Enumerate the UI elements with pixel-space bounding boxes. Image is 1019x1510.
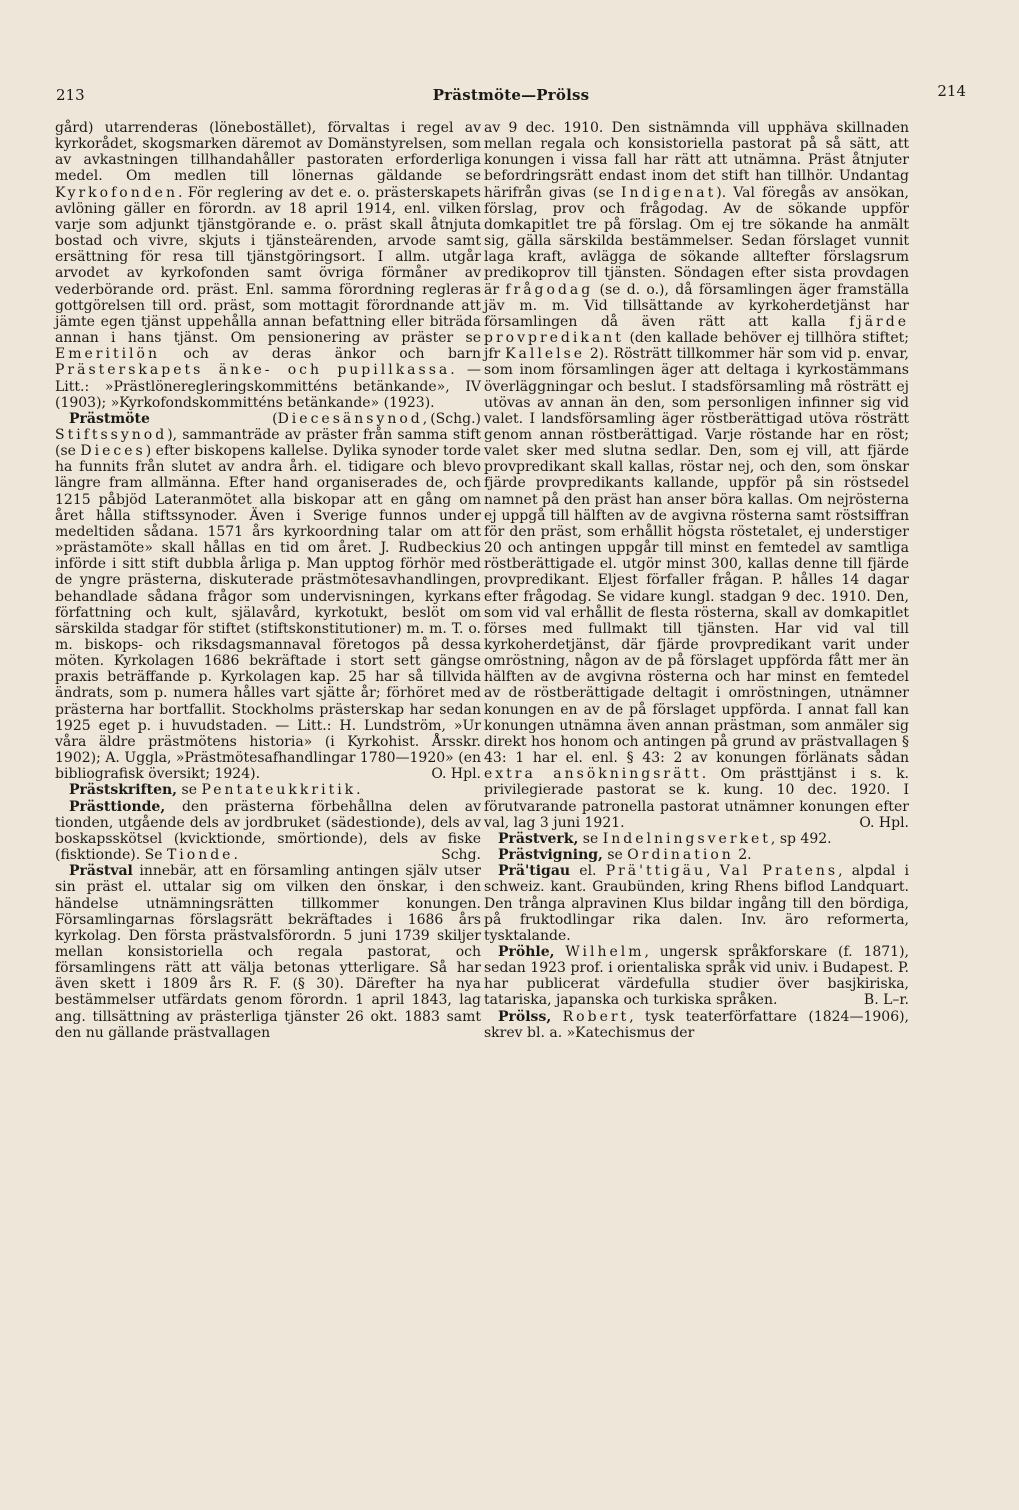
running-title: Prästmöte—Prölss xyxy=(432,86,590,104)
cross-reference: Prä'ttigäu xyxy=(605,863,707,880)
text-run xyxy=(551,1009,562,1025)
paragraph xyxy=(484,863,909,944)
text-run: . — Litt.: »Prästlöneregleringskommitténs betänkande», IV (1903); »Kyrkofondskommitténs betänkande» (1923). xyxy=(55,362,481,411)
paragraph xyxy=(55,863,481,1041)
text-run: , xyxy=(706,863,720,880)
text-run: (se d. o.), då församlingen äger framställa jäv m. m. Vid tillsättande av kyrkoherdetjänst har församlingen då även rätt att kalla xyxy=(484,281,909,330)
text-run xyxy=(555,944,566,960)
cross-reference: Kyrkofonden xyxy=(55,184,178,201)
text-run: . xyxy=(356,782,361,799)
text-run: se xyxy=(578,830,603,847)
text-run: . xyxy=(233,847,238,864)
text-run: , ungersk språkforskare (f. 1871), sedan 1923 prof. i orientaliska språk vid univ. i Budapest. P. har publicerat värdefulla studier över basjkiriska, tatariska, japanska och turkiska språken. xyxy=(484,943,909,1009)
cross-reference: Diecesänsynod, Stiftssynod xyxy=(55,410,431,443)
cross-reference: extra ansökningsrätt xyxy=(484,766,702,783)
text-run: el. xyxy=(570,863,606,880)
cross-reference: Indelningsverket xyxy=(602,830,771,847)
entry-headword: Prästvigning, xyxy=(498,847,603,864)
cross-reference: Tionde xyxy=(166,847,234,864)
text-run: se xyxy=(177,782,202,799)
author-signature: (Schg.) xyxy=(430,410,481,427)
paragraph xyxy=(55,411,481,783)
text-run: 2. xyxy=(733,847,752,864)
text-run: innebär, att en församling antingen själv utser sin präst el. uttalar sig om vilken den önskar, i den händelse utnämningsrätten tillkommer konungen. Församlingarnas förslagsrätt bekräftades i 1686 års kyrkolag. Den första prästvalsförordn. 5 juni 1739 skiljer mellan konsistoriella och regala pastorat, och församlingens rätt att välja betonas ytterligare. Så har även skett i 1809 års R. F. (§ 30). Därefter ha nya bestämmelser utfärdats genom förordn. 1 april 1843, lag ang. tillsättning av prästerliga tjänster 26 okt. 1883 samt den nu gällande prästvallagen xyxy=(55,863,481,1041)
paragraph xyxy=(55,782,481,798)
text-run: den prästerna förbehållna delen av tionden, utgående dels av jordbruket (sädestionde), dels av boskapsskötsel (kvicktionde, smörtionde), dels av fiske (fisktionde). Se xyxy=(55,798,481,864)
entry-headword: Prä'tigau xyxy=(498,863,571,880)
entry-headword: Pröhle, xyxy=(498,943,555,960)
cross-reference: fjärde provpredikant xyxy=(484,313,909,347)
left-page-number: 213 xyxy=(56,86,85,104)
text-run: av 9 dec. 1910. Den sistnämnda vill upphäva skillnaden mellan regala och konsistoriella pastorat på så sätt, att konungen i vissa fall har rätt att utnämna. Präst åtnjuter befordringsrätt endast inom det stift han tillhör. Undantag härifrån givas (se xyxy=(484,120,909,201)
cross-reference: Robert xyxy=(562,1008,630,1025)
author-signature: O. Hpl. xyxy=(859,814,909,831)
left-column xyxy=(55,120,481,1041)
cross-reference: Ordination xyxy=(627,847,734,864)
cross-reference: Kallelse xyxy=(505,346,586,363)
entry-headword: Prästskriften, xyxy=(69,782,178,799)
text-run: gård) utarrenderas (lönebostället), förvaltas i regel av kyrkorådet, skogsmarken däremot av Domänstyrelsen, som av avkastningen tillhandahåller pastoraten erforderliga medel. Om medlen till lönernas gäldande se xyxy=(55,120,481,185)
entry-headword: Prästmöte xyxy=(69,410,150,427)
paragraph xyxy=(484,831,909,847)
cross-reference: Val Pratens xyxy=(719,863,839,880)
text-run: . För reglering av det e. o. prästerskapets avlöning gäller en förordn. av 18 april 1914, enl. vilken varje som adjunkt tjänstgörande e. o. präst skall åtnjuta bostad och vivre, skjuts i tjänsteärenden, arvode samt ersättning för resa till tjänstgöringsort. I allm. utgår arvodet av kyrkofonden samt övriga förmåner av vederbörande ord. präst. Enl. samma förordning regleras gottgörelsen till ord. präst, som mottagit förordnande att jämte egen tjänst uppehålla annan befattning eller biträda annan i hans tjänst. Om pensionering av präster se xyxy=(55,184,481,347)
entry-headword: Prölss, xyxy=(498,1008,552,1025)
cross-reference: Pentateukkritik xyxy=(201,782,357,799)
text-run: , sp 492. xyxy=(770,830,832,847)
text-run: ). Val föregås av ansökan, förslag, prov och frågodag. Av de sökande uppför domkapitlet tre på förslag. Om ej tre sökande ha anmält sig, gälla särskilda bestämmelser. Sedan förslaget vunnit laga kraft, avlägga de sökande alltefter förslagsrum predikoprov till tjänsten. Söndagen efter sista provdagen är xyxy=(484,184,909,298)
text-run: , tysk teaterförfattare (1824—1906), skrev bl. a. »Katechismus der xyxy=(484,1008,910,1041)
author-signature: O. Hpl. xyxy=(431,766,481,783)
text-run: ( xyxy=(149,410,278,427)
cross-reference: Emeritilön xyxy=(55,346,160,363)
paragraph xyxy=(484,847,909,863)
text-run: och av deras änkor och barn xyxy=(159,346,481,363)
cross-reference: Indigenat xyxy=(621,184,717,201)
text-run: ) efter biskopens kallelse. Dylika synoder torde ha funnits från slutet av andra årh. el. tidigare och blevo längre fram allmänna. Efter hand organiserades de, och 1215 påbjöd Lateranmötet alla biskopar att en gång om året hålla stiftssynoder. Även i Sverige funnos under medeltiden sådana. 1571 års kyrkoordning talar om att »prästamöte» skall hållas en tid om året. J. Rudbeckius införde i sitt stift dubbla årliga p. Man upptog förhör med de yngre prästerna, diskuterade prästmötesavhandlingen, behandlade sådana frågor som undervisningen, kyrkans författning och kult, själavård, kyrkotukt, beslöt om särskilda stadgar för stiftet (stiftskonstitutioner) m. m. T. o. m. biskops- och riksdagsmannaval företogos på dessa möten. Kyrkolagen 1686 bekräftade i stort sett gängse praxis beträffande p. Kyrkolagen kap. 25 har så tillvida ändrats, som p. numera hålles vart sjätte år; förhöret med prästerna har bortfallit. Stockholms prästerskap har sedan 1925 eget p. i huvudstaden. — Litt.: H. Lundström, »Ur våra äldre prästmötens historia» (i Kyrkohist. Årsskr. 1902); A. Uggla, »Prästmötesafhandlingar 1780—1920» (en bibliografisk översikt; 1924). xyxy=(55,443,481,783)
text-run: (den kallade behöver ej tillhöra stiftet; jfr xyxy=(484,330,909,363)
text-run: . Om prästtjänst i s. k. privilegierade pastorat se k. kung. 10 dec. 1920. I förutvarande patronella pastorat utnämner konungen efter val, lag 3 juni 1921. xyxy=(484,766,909,831)
cross-reference: Prästerskapets änke- och pupillkassa xyxy=(55,362,451,379)
entry-headword: Prästtionde, xyxy=(69,798,166,815)
author-signature: Schg. xyxy=(441,847,481,864)
cross-reference: frågodag xyxy=(505,281,594,298)
paragraph xyxy=(484,1009,909,1041)
author-signature: B. L–r. xyxy=(863,992,909,1009)
cross-reference: Dieces xyxy=(80,443,146,460)
text-run: ), sammanträde av präster från samma stift (se xyxy=(55,426,481,460)
paragraph xyxy=(484,944,909,1009)
text-run: se xyxy=(602,847,628,864)
right-column xyxy=(484,120,909,1041)
page-header xyxy=(56,80,966,108)
cross-reference: Wilhelm xyxy=(565,943,645,960)
text-run: 2). Rösträtt tillkommer här som vid p. envar, som inom församlingen äger att deltaga i kyrkostämmans överläggningar och beslut. I stadsförsamling må rösträtt ej utövas av annan än den, som personligen infinner sig vid valet. I landsförsamling äger röstberättigad utöva rösträtt genom annan röstberättigad. Varje röstande har en röst; valet sker med slutna sedlar. Den, som ej vill, att fjärde provpredikant skall kallas, röstar nej, och den, som önskar fjärde provpredikants kallande, uppför på sin röstsedel namnet på den präst han anser böra kallas. Om nejrösterna ej uppgå till hälften av de avgivna rösterna samt röstsiffran för den präst, som erhållit högsta röstetalet, ej understiger 20 och antingen uppgår till minst en femtedel av samtliga röstberättigade el. utgör minst 300, kallas denne till fjärde provpredikant. Eljest förfaller frågan. P. hålles 14 dagar efter frågodag. Se vidare kungl. stadgan 9 dec. 1910. Den, som vid val erhållit de flesta rösterna, skall av domkapitlet förses med fullmakt till tjänsten. Har vid val till kyrkoherdetjänst, där fjärde provpredikant varit under omröstning, någon av de på förslaget uppförda fått mer än hälften av de avgivna rösterna och har minst en femtedel av de röstberättigade deltagit i omröstningen, utnämner konungen en av de på förslaget uppförda. I annat fall kan konungen utnämna även annan prästman, som anmäler sig direkt hos honom och antingen på grund av prästvallagen § 43: 1 har el. enl. § 43: 2 av konungen förlänats sådan xyxy=(484,346,910,767)
entry-headword: Prästverk, xyxy=(498,830,579,847)
right-page-number: 214 xyxy=(937,82,966,100)
entry-headword: Prästval xyxy=(69,863,133,880)
paragraph xyxy=(484,120,909,831)
text-run: , alpdal i schweiz. kant. Graubünden, kring Rhens biflod Landquart. Den trånga alpravinen Klus bildar ingång till den bördiga, på fruktodlingar rika dalen. Inv. äro reformerta, tysktalande. xyxy=(484,863,909,944)
paragraph xyxy=(55,799,481,864)
